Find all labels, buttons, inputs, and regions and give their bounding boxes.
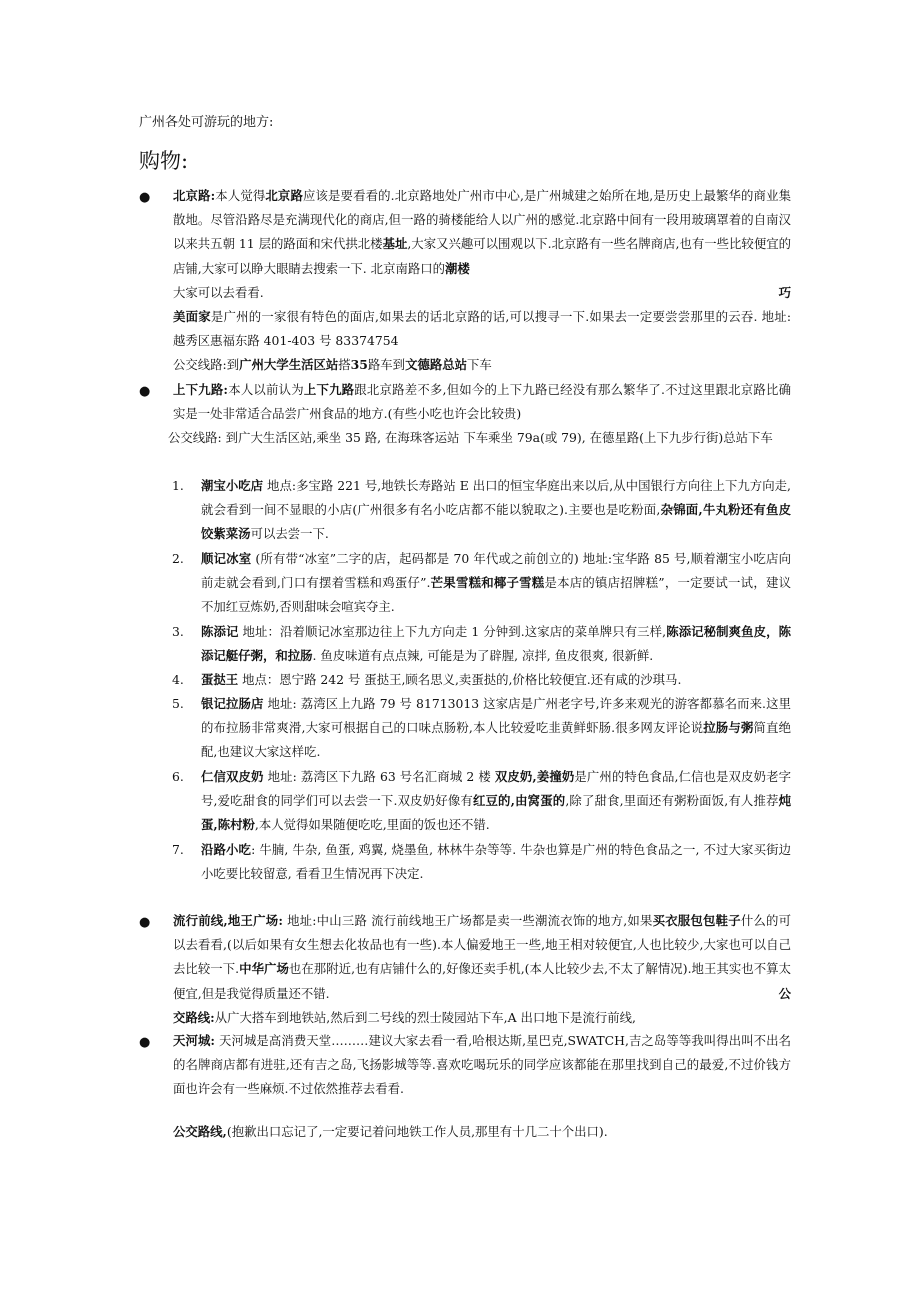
list-item: 沿路小吃: 牛腩, 牛杂, 鱼蛋, 鸡翼, 烧墨鱼, 林林牛杂等等. 牛杂也算是广州的特色食品之一, 不过大家买街边小吃要比较留意, 看看卫生情况再下决定. xyxy=(201,842,792,882)
list-item: 陈添记 地址：沿着顺记冰室那边往上下九方向走 1 分钟到.这家店的菜单牌只有三样,陈添记秘制爽鱼皮，陈添记艇仔粥，和拉肠. 鱼皮味道有点点辣, 可能是为了辟腥, 凉拌, 鱼皮很爽, 很新鲜. xyxy=(201,624,792,664)
list-item: 仁信双皮奶 地址: 荔湾区下九路 63 号名汇商城 2 楼 双皮奶,姜撞奶是广州的特色食品,仁信也是双皮奶老字号,爱吃甜食的同学们可以去尝一下.双皮奶好像有红豆的,由窝蛋的,除了甜食,里面还有粥粉面饭,有人推荐炖蛋,陈村粉,本人觉得如果随便吃吃,里面的饭也还不错. xyxy=(201,769,791,833)
list-item: 银记拉肠店 地址: 荔湾区上九路 79 号 81713013 这家店是广州老字号,许多来观光的游客都慕名而来.这里的布拉肠非常爽滑,大家可根据自己的口味点肠粉,本人比较爱吃韭黄鲜虾肠.很多网友评论说拉肠与粥简直绝配,也建议大家这样吃. xyxy=(201,696,791,760)
intro-line: 广州各处可游玩的地方: xyxy=(139,115,274,130)
list-item: 蛋挞王 地点：恩宁路 242 号 蛋挞王,顾名思义,卖蛋挞的,价格比较便宜.还有咸的沙琪马. xyxy=(201,672,682,687)
final-bus-note: 公交路线,(抱歉出口忘记了,一定要记着问地铁工作人员,那里有十几二十个出口). xyxy=(173,1124,608,1139)
shangxiajiu-paragraph: 上下九路:本人以前认为上下九路跟北京路差不多,但如今的上下九路已经没有那么繁华了.不过这里跟北京路比确实是一处非常适合品尝广州食品的地方.(有些小吃也许会比较贵) xyxy=(173,382,792,422)
tianhe-city-paragraph: 天河城: 天河城是高消费天堂………建议大家去看一看,哈根达斯,星巴克,SWATCH,吉之岛等等我叫得出叫不出名的名牌商店都有进驻,还有吉之岛,飞扬影城等等.喜欢吃喝玩乐的同学应该都能在那里找到自己的最爱,不过价钱方面也许会有一些麻烦.不过依然推荐去看看. xyxy=(173,1033,791,1097)
beijing-road-paragraph: 北京路:本人觉得北京路应该是要看看的.北京路地处广州市中心,是广州城建之始所在地,是历史上最繁华的商业集散地。尽管沿路尽是充满现代化的商店,但一路的骑楼能给人以广州的感觉.北京路中间有一段用玻璃罩着的自南汉以来共五朝 11 层的路面和宋代拱北楼基址,大家又兴趣可以围观以下.北京路有一些名牌商店,也有一些比较便宜的店铺,大家可以睁大眼睛去搜索一下. 北京南路口的潮楼 大家可以去看看. 巧 美面家是广州的一家很有特色的面店,如果去的话北京路的话,可以搜寻一下.如果去一定要尝尝那里的云吞. 地址: 越秀区惠福东路 401-403 号 83374754 公交线路:到广州大学生活区站搭35路车到文德路总站下车 xyxy=(173,188,792,373)
bullet-icon: ● xyxy=(139,915,151,930)
list-item: 顺记冰室 (所有带“冰室”二字的店，起码都是 70 年代或之前创立的) 地址:宝华路 85 号,顺着潮宝小吃店向前走就会看到,门口有摆着雪糕和鸡蛋仔”.芒果雪糕和椰子雪糕是本店的镇店招牌糕”，一定要试一试，建议不加红豆炼奶,否则甜味会喧宾夺主. xyxy=(201,551,792,615)
document-page: 广州各处可游玩的地方: 购物: ● 北京路:本人觉得北京路应该是要看看的.北京路地处广州市中心,是广州城建之始所在地,是历史上最繁华的商业集散地。尽管沿路尽是充满现代化的商店,但一路的骑楼能给人以广州的感觉.北京路中间有一段用玻璃罩着的自南汉以来共五朝 11 层的路面和宋代拱北楼基址,大家又兴趣可以围观以下.北京路有一些名牌商店,也有一些比较便宜的店铺,大家可以睁大眼睛去搜索一下. 北京南路口的潮楼 大家可以去看看. 巧 美面家是广州的一家很有特色的面店,如果去的话北京路的话,可以搜寻一下.如果去一定要尝尝那里的云吞. 地址: 越秀区惠福东路 401-403 号 83374754 公交线路:到广州大学生活区站搭35路车到文德路总站下车 ● 上下九路:本人以前认为上下九路跟北京路差不多,但如今的上下九路已经没有那么繁华了.不过这里跟北京路比确实是一处非常适合品尝广州食品的地方.(有些小吃也许会比较贵) 公交线路: 到广大生活区站,乘坐 35 路, 在海珠客运站 下车乘坐 79a(或 79), 在德星路(上下九步行街)总站下车 1. 潮宝小吃店 地点:多宝路 221 号,地铁长寿路站 E 出口的恒宝华庭出来以后,从中国银行方向往上下九方向走,就会看到一间不显眼的小店(广州很多有名小吃店都不能以貌取之).主要也是吃粉面,杂锦面,牛丸粉还有鱼皮饺紫菜汤可以去尝一下. 2. 顺记冰室 (所有带“冰室”二字的店，起码都是 70 年代或之前创立的) 地址:宝华路 85 号,顺着潮宝小吃店向前走就会看到,门口有摆着雪糕和鸡蛋仔”.芒果雪糕和椰子雪糕是本店的镇店招牌糕”，一定要试一试，建议不加红豆炼奶,否则甜味会喧宾夺主. 3. 陈添记 地址：沿着顺记冰室那边往上下九方向走 1 分钟到.这家店的菜单牌只有三样,陈添记秘制爽鱼皮，陈添记艇仔粥，和拉肠. 鱼皮味道有点点辣, 可能是为了辟腥, 凉拌, 鱼皮很爽, 很新鲜. 4. 蛋挞王 地点：恩宁路 242 号 蛋挞王,顾名思义,卖蛋挞的,价格比较便宜.还有咸的沙琪马. 5. 银记拉肠店 地址: 荔湾区上九路 79 号 81713013 这家店是广州老字号,许多来观光的游客都慕名而来.这里的布拉肠非常爽滑,大家可根据自己的口味点肠粉,本人比较爱吃韭黄鲜虾肠.很多网友评论说拉肠与粥简直绝配,也建议大家这样吃. 6. 仁信双皮奶 地址: 荔湾区下九路 63 号名汇商城 2 楼 双皮奶,姜撞奶是广州的特色食品,仁信也是双皮奶老字号,爱吃甜食的同学们可以去尝一下.双皮奶好像有红豆的,由窝蛋的,除了甜食,里面还有粥粉面饭,有人推荐炖蛋,陈村粉,本人觉得如果随便吃吃,里面的饭也还不错. 7. 沿路小吃: 牛腩, 牛杂, 鱼蛋, 鸡翼, 烧墨鱼, 林林牛杂等等. 牛杂也算是广州的特色食品之一, 不过大家买街边小吃要比较留意, 看看卫生情况再下决定. ● 流行前线,地王广场: 地址:中山三路 流行前线地王广场都是卖一些潮流衣饰的地方,如果买衣服包包鞋子什么的可以去看看,(以后如果有女生想去化妆品也有一些).本人偏爱地王一些,地王相对较便宜,人也比较少,大家也可以自己去比较一下.中华广场也在那附近,也有店铺什么的,好像还卖手机,(本人比较少去,不太了解情况).地王其实也不算太便宜,但是我觉得质量还不错. 公 交路线:从广大搭车到地铁站,然后到二号线的烈士陵园站下车,A 出口地下是流行前线, ● 天河城: 天河城是高消费天堂………建议大家去看一看,哈根达斯,星巴克,SWATCH,吉之岛等等我叫得出叫不出名的名牌商店都有进驻,还有吉之岛,飞扬影城等等.喜欢吃喝玩乐的同学应该都能在那里找到自己的最爱,不过价钱方面也许会有一些麻烦.不过依然推荐去看看. 公交路线,(抱歉出口忘记了,一定要记着问地铁工作人员,那里有十几二十个出口). xyxy=(0,0,920,1302)
bullet-icon: ● xyxy=(139,1035,151,1050)
bullet-icon: ● xyxy=(139,190,151,205)
shangxiajiu-bus: 公交线路: 到广大生活区站,乘坐 35 路, 在海珠客运站 下车乘坐 79a(或 79), 在德星路(上下九步行街)总站下车 xyxy=(168,430,773,445)
liuxing-qianxian-paragraph: 流行前线,地王广场: 地址:中山三路 流行前线地王广场都是卖一些潮流衣饰的地方,如果买衣服包包鞋子什么的可以去看看,(以后如果有女生想去化妆品也有一些).本人偏爱地王一些,地王相对较便宜,人也比较少,大家也可以自己去比较一下.中华广场也在那附近,也有店铺什么的,好像还卖手机,(本人比较少去,不太了解情况).地王其实也不算太便宜,但是我觉得质量还不错. 公 交路线:从广大搭车到地铁站,然后到二号线的烈士陵园站下车,A 出口地下是流行前线, xyxy=(173,913,792,1025)
bullet-icon: ● xyxy=(139,384,151,399)
beijing-road-bus: 公交线路:到广州大学生活区站搭35路车到文德路总站下车 xyxy=(173,357,492,373)
list-item: 潮宝小吃店 地点:多宝路 221 号,地铁长寿路站 E 出口的恒宝华庭出来以后,从中国银行方向往上下九方向走,就会看到一间不显眼的小店(广州很多有名小吃店都不能以貌取之).主要也是吃粉面,杂锦面,牛丸粉还有鱼皮饺紫菜汤可以去尝一下. xyxy=(201,478,791,542)
section-heading: 购物: xyxy=(139,149,189,173)
